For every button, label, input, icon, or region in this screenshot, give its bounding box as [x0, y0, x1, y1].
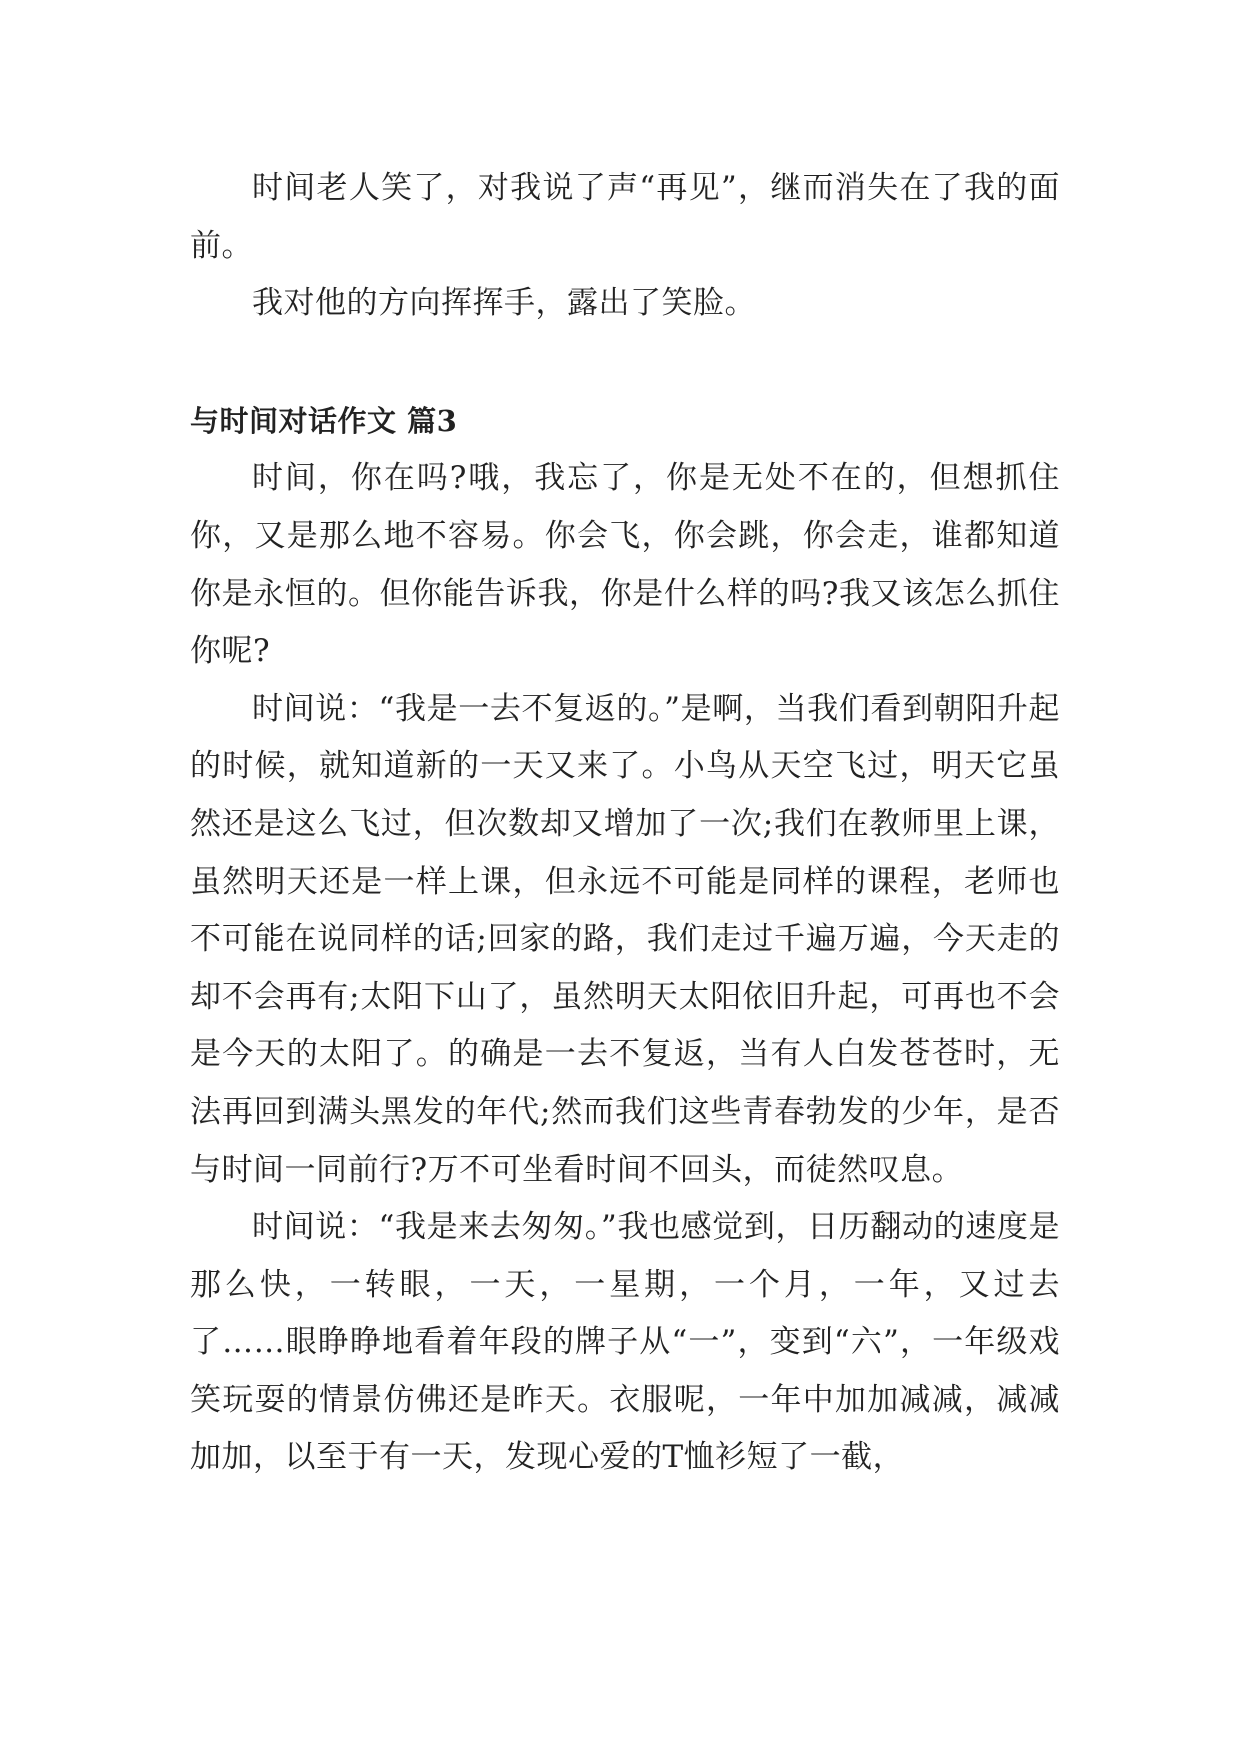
- paragraph: 时间说：“我是一去不复返的。”是啊，当我们看到朝阳升起的时候，就知道新的一天又来了。小鸟从天空飞过，明天它虽然还是这么飞过，但次数却又增加了一次;我们在教师里上课，虽然明天还是一样上课，但永远不可能是同样的课程，老师也不可能在说同样的话;回家的路，我们走过千遍万遍，今天走的却不会再有;太阳下山了，虽然明天太阳依旧升起，可再也不会是今天的太阳了。的确是一去不复返，当有人白发苍苍时，无法再回到满头黑发的年代;然而我们这些青春勃发的少年，是否与时间一同前行?万不可坐看时间不回头，而徒然叹息。: [190, 690, 1060, 1188]
- document-body: [190, 160, 1060, 1487]
- paragraph: 我对他的方向挥挥手，露出了笑脸。: [252, 285, 756, 322]
- section-title: 与时间对话作文 篇3: [190, 403, 458, 438]
- paragraph: 时间老人笑了，对我说了声“再见”，继而消失在了我的面前。: [190, 170, 1060, 264]
- paragraph: 时间，你在吗?哦，我忘了，你是无处不在的，但想抓住你，又是那么地不容易。你会飞，你会跳，你会走，谁都知道你是永恒的。但你能告诉我，你是什么样的吗?我又该怎么抓住你呢?: [190, 460, 1060, 670]
- paragraph: 时间说：“我是来去匆匆。”我也感觉到，日历翻动的速度是那么快，一转眼，一天，一星期，一个月，一年，又过去了……眼睁睁地看着年段的牌子从“一”，变到“六”，一年级戏笑玩耍的情景仿佛还是昨天。衣服呢，一年中加加减减，减减加加，以至于有一天，发现心爱的T恤衫短了一截，: [190, 1209, 1060, 1476]
